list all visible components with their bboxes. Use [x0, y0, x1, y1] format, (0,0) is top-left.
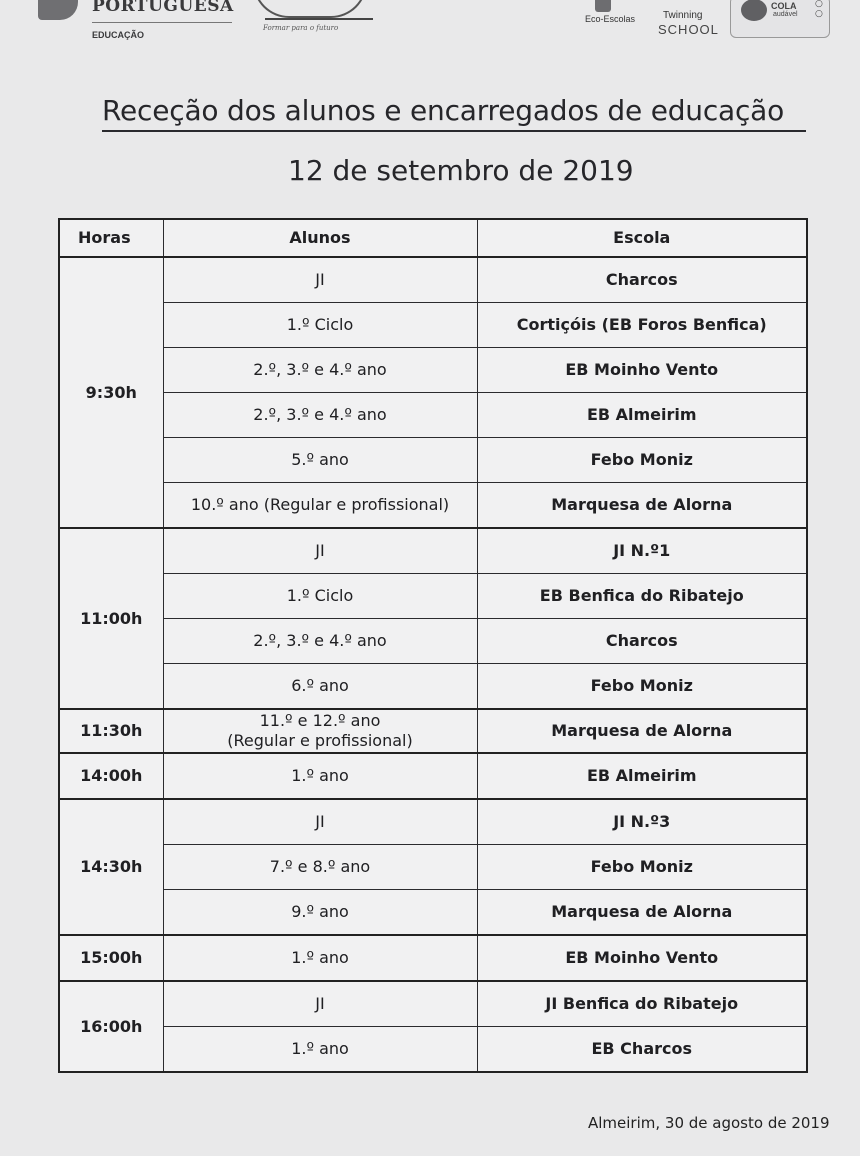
- page-title: Receção dos alunos e encarregados de educação: [102, 94, 785, 127]
- table-row: [59, 709, 807, 753]
- hora-cell: 11:30h: [59, 709, 163, 753]
- escola-cell: Marquesa de Alorna: [477, 709, 807, 753]
- alunos-cell: JI: [163, 257, 477, 303]
- alunos-cell: 1.º Ciclo: [163, 574, 477, 619]
- table-row: [59, 393, 807, 438]
- eco-escolas-logo: [585, 0, 645, 40]
- hora-cell: 14:30h: [59, 799, 163, 935]
- alunos-cell: JI: [163, 799, 477, 845]
- escola-cell: Cortiçóis (EB Foros Benfica): [477, 303, 807, 348]
- escola-cell: JI N.º1: [477, 528, 807, 574]
- escola-cell: Febo Moniz: [477, 664, 807, 710]
- alunos-cell: 5.º ano: [163, 438, 477, 483]
- escola-cell: EB Charcos: [477, 1027, 807, 1073]
- eco-escolas-label: Eco-Escolas: [585, 14, 636, 24]
- escola-cell: Marquesa de Alorna: [477, 483, 807, 529]
- escola-cell: EB Benfica do Ribatejo: [477, 574, 807, 619]
- escola-cell: Febo Moniz: [477, 845, 807, 890]
- table-row: [59, 438, 807, 483]
- table-row: [59, 257, 807, 303]
- table-row: [59, 303, 807, 348]
- hora-cell: 9:30h: [59, 257, 163, 528]
- alunos-cell: 1.º ano: [163, 753, 477, 799]
- header-logos: [0, 0, 860, 48]
- escola-cell: JI N.º3: [477, 799, 807, 845]
- logo-text-educacao: EDUCAÇÃO: [92, 30, 145, 40]
- table-row: [59, 890, 807, 936]
- dots-icon: ○ ○: [815, 0, 823, 19]
- saudavel-label: audável: [773, 11, 798, 18]
- alunos-cell: 1.º ano: [163, 1027, 477, 1073]
- table-row: [59, 483, 807, 529]
- table-row: [59, 1027, 807, 1073]
- column-header-escola: Escola: [477, 219, 807, 257]
- alunos-cell: JI: [163, 981, 477, 1027]
- table-row: [59, 799, 807, 845]
- event-date: 12 de setembro de 2019: [288, 154, 634, 187]
- republica-portuguesa-logo: [38, 0, 238, 48]
- table-row: [59, 619, 807, 664]
- eco-flag-icon: [595, 0, 611, 12]
- alunos-cell: 1.º Ciclo: [163, 303, 477, 348]
- cola-label: COLA: [771, 1, 797, 11]
- table-row: [59, 348, 807, 393]
- column-header-alunos: Alunos: [163, 219, 477, 257]
- alunos-cell: [163, 709, 477, 753]
- table-row: [59, 845, 807, 890]
- twinning-label: Twinning: [663, 10, 703, 21]
- escola-cell: Charcos: [477, 619, 807, 664]
- alunos-line: 11.º e 12.º ano: [259, 711, 381, 730]
- escola-cell: EB Moinho Vento: [477, 348, 807, 393]
- alunos-cell: 2.º, 3.º e 4.º ano: [163, 393, 477, 438]
- logo-text-portuguesa: PORTUGUESA: [92, 0, 234, 16]
- escola-cell: JI Benfica do Ribatejo: [477, 981, 807, 1027]
- alunos-cell: JI: [163, 528, 477, 574]
- escola-cell: EB Almeirim: [477, 753, 807, 799]
- hora-cell: 15:00h: [59, 935, 163, 981]
- table-row: [59, 935, 807, 981]
- footer-place-date: Almeirim, 30 de agosto de 2019: [588, 1114, 830, 1132]
- schedule-table: [58, 218, 808, 1073]
- hora-cell: 11:00h: [59, 528, 163, 709]
- escola-saudavel-logo: [730, 0, 830, 38]
- escola-cell: Charcos: [477, 257, 807, 303]
- column-header-horas: Horas: [59, 219, 163, 257]
- alunos-cell: 2.º, 3.º e 4.º ano: [163, 619, 477, 664]
- logo-divider: [92, 22, 232, 23]
- escola-cell: EB Moinho Vento: [477, 935, 807, 981]
- escola-cell: EB Almeirim: [477, 393, 807, 438]
- table-row: [59, 753, 807, 799]
- alunos-cell: 10.º ano (Regular e profissional): [163, 483, 477, 529]
- circle-icon: [741, 0, 767, 21]
- alunos-cell: 1.º ano: [163, 935, 477, 981]
- title-underline: [102, 130, 806, 132]
- table-row: [59, 981, 807, 1027]
- logo-tagline: Formar para o futuro: [263, 24, 339, 32]
- school-label: SCHOOL: [658, 22, 719, 37]
- alunos-cell: 9.º ano: [163, 890, 477, 936]
- table-row: [59, 664, 807, 710]
- alunos-cell: 7.º e 8.º ano: [163, 845, 477, 890]
- flag-shape-icon: [38, 0, 78, 20]
- table-row: [59, 528, 807, 574]
- alunos-cell: 6.º ano: [163, 664, 477, 710]
- table-row: [59, 574, 807, 619]
- twinning-school-logo: [655, 0, 725, 44]
- arc-icon: [253, 0, 367, 18]
- agrupamento-logo: [245, 0, 385, 40]
- hora-cell: 16:00h: [59, 981, 163, 1072]
- alunos-line: (Regular e profissional): [227, 731, 413, 750]
- alunos-cell: 2.º, 3.º e 4.º ano: [163, 348, 477, 393]
- table-header-row: [59, 219, 807, 257]
- escola-cell: Marquesa de Alorna: [477, 890, 807, 936]
- hora-cell: 14:00h: [59, 753, 163, 799]
- logo-bar: [265, 18, 373, 20]
- escola-cell: Febo Moniz: [477, 438, 807, 483]
